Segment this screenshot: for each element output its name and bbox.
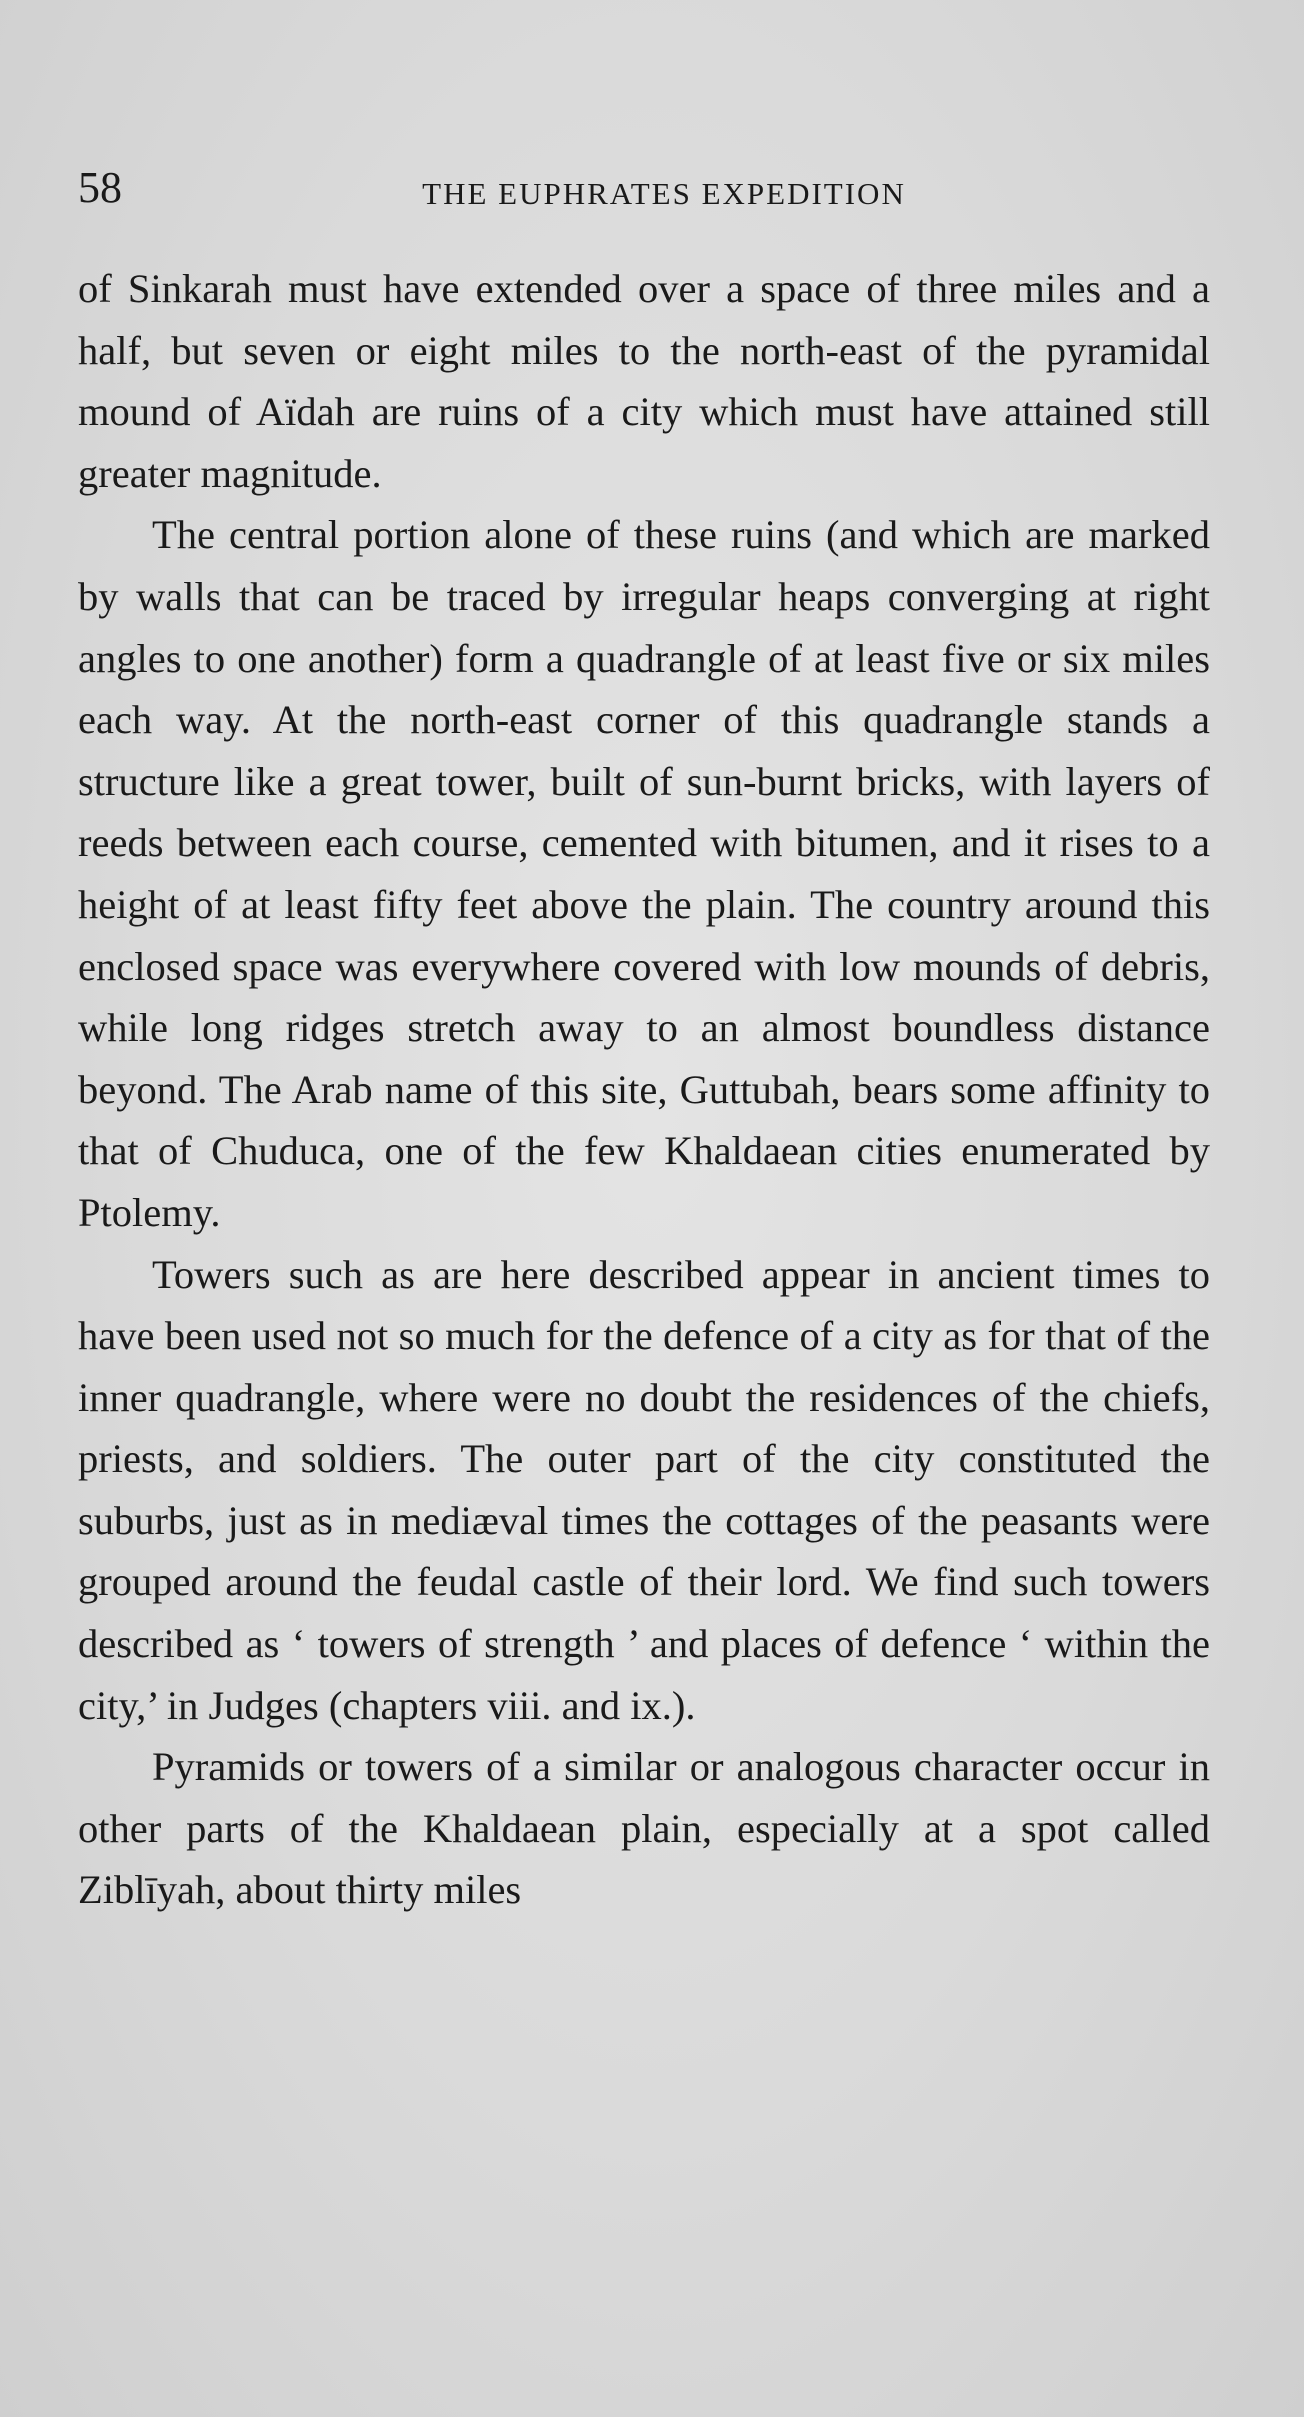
paragraph-towers: Towers such as are here described appear in ancient times to have been used not so much for the defence of a city as for that of the inner quadrangle, where were no doubt the residences of the chiefs, priests, and soldiers. The outer part of the city constituted the suburbs, just as in mediæval times the cottages of the peasants were grouped around the feudal castle of their lord. We find such towers described as ‘ towers of strength ’ and places of defence ‘ within the city,’ in Judges (chapters viii. and ix.). — [78, 1251, 1210, 1728]
paragraph-pyramids: Pyramids or towers of a similar or analogous character occur in other parts of the Khaldaean plain, especially at a spot called Ziblīyah, about thirty miles — [78, 1744, 1210, 1913]
paragraph-guttubah: The central portion alone of these ruins (and which are marked by walls that can be traced by irregular heaps converging at right angles to one another) form a quadrangle of at least five or six miles each way. At the north-east corner of this quadrangle stands a structure like a great tower, built of sun-burnt bricks, with layers of reeds between each course, cemented with bitumen, and it rises to a height of at least fifty feet above the plain. The country around this enclosed space was everywhere covered with low mounds of debris, while long ridges stretch away to an almost boundless distance beyond. The Arab name of this site, Guttubah, bears some affinity to that of Chuduca, one of the few Khaldaean cities enumerated by Ptolemy. — [78, 512, 1210, 1235]
paragraph-continued: of Sinkarah must have extended over a space of three miles and a half, but seven or eight miles to the north-east of the pyramidal mound of Aïdah are ruins of a city which must have attained still greater magnitude. — [78, 266, 1210, 496]
body-text — [78, 258, 1210, 1921]
page-number: 58 — [78, 163, 122, 212]
running-title: THE EUPHRATES EXPEDITION — [422, 176, 906, 211]
running-head — [78, 158, 1210, 218]
